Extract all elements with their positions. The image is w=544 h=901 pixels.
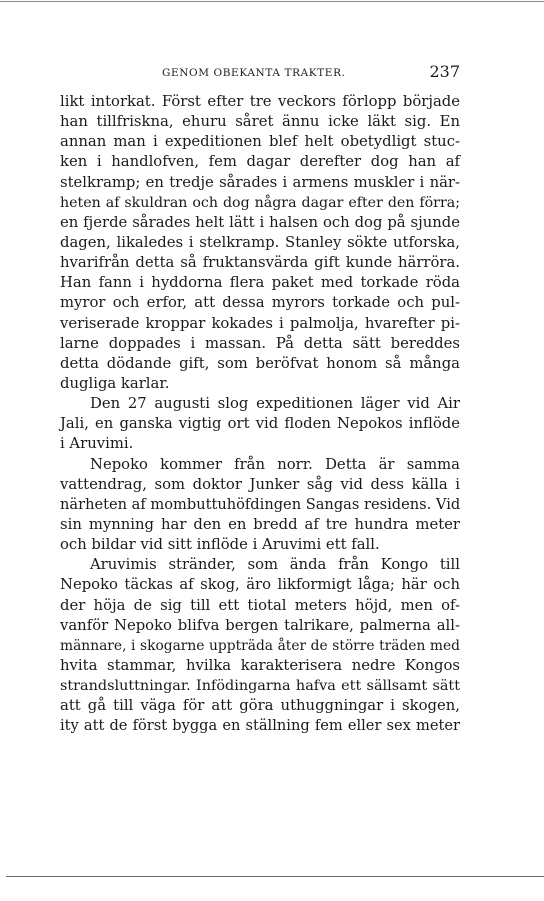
- text-line: veriserade kroppar kokades i palmolja, hvarefter pi-: [60, 314, 460, 332]
- text-line: och bildar vid sitt inflöde i Aruvimi ett fall.: [60, 536, 380, 554]
- text-line: i Aruvimi.: [60, 435, 134, 453]
- text-line: myror och erfor, att dessa myrors torkade och pul-: [60, 294, 460, 312]
- text-line: han tillfriskna, ehuru såret ännu icke läkt sig. En: [60, 113, 460, 131]
- page-number: 237: [429, 62, 460, 81]
- text-line: Den 27 augusti slog expeditionen läger vid Air: [90, 395, 460, 413]
- text-line: stelkramp; en tredje sårades i armens muskler i när-: [60, 173, 460, 191]
- page-header: [60, 64, 460, 84]
- text-line: hvarifrån detta så fruktansvärda gift kunde härröra.: [60, 254, 460, 272]
- body-text: [60, 92, 460, 737]
- text-line: sin mynning har den en bredd af tre hundra meter: [60, 515, 460, 533]
- text-line: annan man i expeditionen blef helt obetydligt stuc-: [60, 133, 460, 151]
- text-line: männare, i skogarne uppträda åter de större träden med: [60, 637, 460, 654]
- bottom-page-edge-line: [6, 876, 544, 877]
- top-page-edge-line: [0, 1, 544, 2]
- text-line: strandsluttningar. Infödingarna hafva ett sällsamt sätt: [60, 678, 460, 695]
- text-line: Aruvimis stränder, som ända från Kongo till: [90, 556, 460, 574]
- running-title: GENOM OBEKANTA TRAKTER.: [162, 67, 346, 79]
- text-line: ity att de först bygga en ställning fem eller sex meter: [60, 717, 460, 735]
- text-line: likt intorkat. Först efter tre veckors förlopp började: [60, 93, 460, 110]
- text-line: vattendrag, som doktor Junker såg vid dess källa i: [60, 475, 460, 493]
- text-line: närheten af mombuttuhöfdingen Sangas residens. Vid: [60, 495, 461, 513]
- text-line: vanför Nepoko blifva bergen talrikare, palmerna all-: [60, 616, 460, 634]
- text-line: Jali, en ganska vigtig ort vid floden Nepokos inflöde: [60, 415, 460, 433]
- text-line: hvita stammar, hvilka karakterisera nedre Kongos: [60, 656, 460, 674]
- text-line: dugliga karlar.: [60, 374, 170, 392]
- text-line: Han fann i hyddorna flera paket med torkade röda: [60, 274, 460, 292]
- text-line: att gå till väga för att göra uthuggningar i skogen,: [60, 697, 460, 715]
- text-line: Nepoko kommer från norr. Detta är samma: [90, 455, 460, 473]
- text-line: heten af skuldran och dog några dagar efter den förra;: [60, 194, 460, 211]
- text-line: larne doppades i massan. På detta sätt bereddes: [60, 334, 460, 352]
- text-line: dagen, likaledes i stelkramp. Stanley sökte utforska,: [60, 233, 460, 251]
- text-line: der höja de sig till ett tiotal meters höjd, men of-: [60, 596, 460, 614]
- text-line: en fjerde sårades helt lätt i halsen och dog på sjunde: [60, 213, 460, 231]
- text-line: ken i handlofven, fem dagar derefter dog han af: [60, 153, 460, 171]
- text-line: detta dödande gift, som beröfvat honom så många: [60, 354, 460, 372]
- text-line: Nepoko täckas af skog, äro likformigt låga; här och: [60, 576, 460, 594]
